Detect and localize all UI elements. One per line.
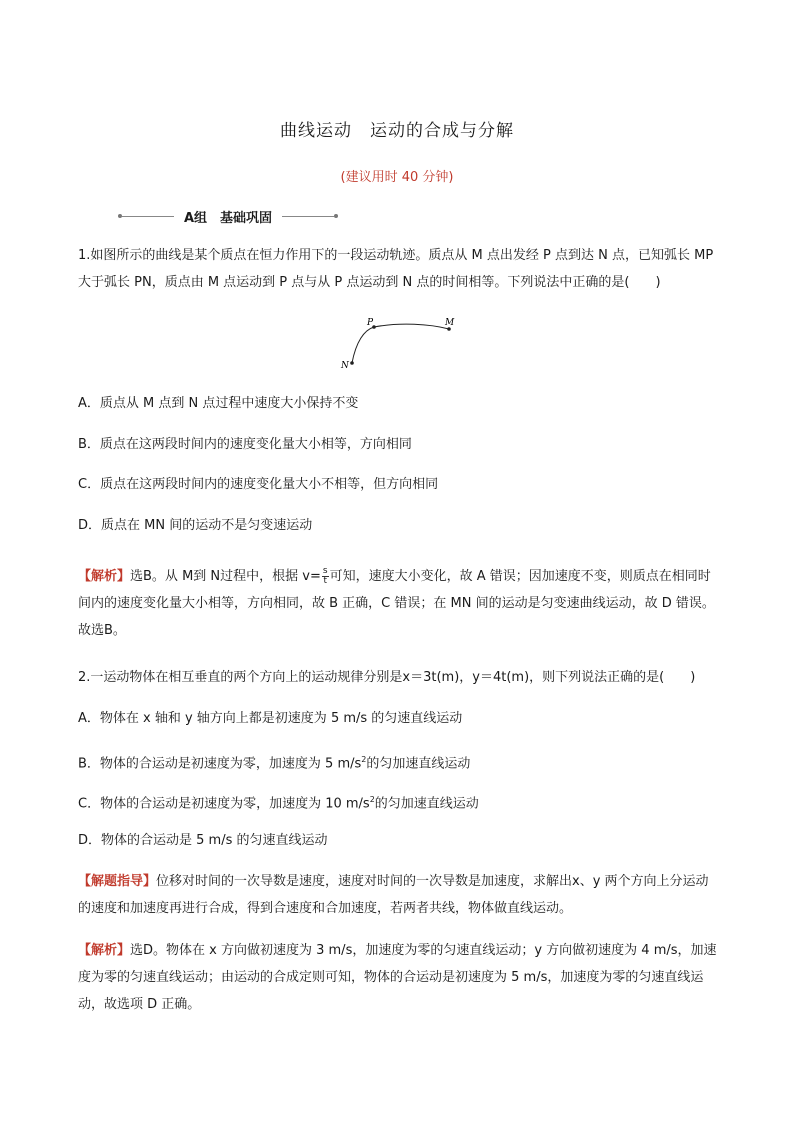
q1-option-a: A．质点从 M 点到 N 点过程中速度大小保持不变	[78, 396, 359, 411]
analysis-tag: 【解析】	[78, 569, 131, 584]
page-title: 曲线运动 运动的合成与分解	[280, 121, 514, 141]
analysis-tag: 【解析】	[78, 943, 131, 958]
question-1-stem: 1.如图所示的曲线是某个质点在恒力作用下的一段运动轨迹。质点从 M 点出发经 P 点到达 N 点，已知弧长 MP 大于弧长 PN，质点由 M 点运动到 P 点与从 P 点运动到 N 点的时间相等。下列说法中正确的是( )	[78, 248, 714, 290]
suggested-time: (建议用时 40 分钟)	[340, 170, 454, 185]
q2-option-b	[78, 746, 718, 777]
trajectory-curve	[352, 324, 449, 363]
q2-guide	[78, 868, 718, 922]
trajectory-figure	[330, 312, 470, 376]
q2-option-c	[78, 786, 718, 817]
q2-option-a: A．物体在 x 轴和 y 轴方向上都是初速度为 5 m/s 的匀速直线运动	[78, 711, 463, 726]
guide-tag: 【解题指导】	[78, 874, 157, 889]
section-rule-left	[122, 216, 174, 217]
point-n	[350, 361, 354, 365]
section-dot-right	[334, 214, 338, 218]
q1-option-d: D．质点在 MN 间的运动不是匀变速运动	[78, 518, 313, 533]
q2-option-b-text-end: 的匀加速直线运动	[366, 756, 471, 772]
question-2-stem: 2.一运动物体在相互垂直的两个方向上的运动规律分别是x＝3t(m)，y＝4t(m)，则下列说法正确的是( )	[78, 670, 696, 685]
fraction-denominator: t	[323, 576, 327, 586]
q1-option-b: B．质点在这两段时间内的速度变化量大小相等，方向相同	[78, 437, 412, 452]
analysis-text-pre: 选B。从 M到 N过程中，根据 v=	[130, 569, 321, 584]
q2-option-c-text-end: 的匀加速直线运动	[374, 796, 479, 812]
section-label: A组 基础巩固	[183, 210, 273, 226]
q2-option-b-text: B．物体的合运动是初速度为零，加速度为 5 m/s	[78, 756, 362, 772]
analysis-text: 选D。物体在 x 方向做初速度为 3 m/s，加速度为零的匀速直线运动；y 方向做初速度为 4 m/s，加速度为零的匀速直线运动；由运动的合成定则可知，物体的合运动是初速度为 5 m/s，加速度为零的匀速直线运动，故选项 D 正确。	[78, 943, 717, 1012]
q1-analysis	[78, 563, 718, 644]
fraction-numerator: s	[322, 566, 328, 576]
label-p: P	[367, 318, 374, 328]
exponent: 2	[361, 755, 367, 764]
q2-option-c-text: C．物体的合运动是初速度为零，加速度为 10 m/s	[78, 796, 370, 812]
guide-text: 位移对时间的一次导数是速度，速度对时间的一次导数是加速度，求解出x、y 两个方向上分运动的速度和加速度再进行合成，得到合速度和合加速度，若两者共线，物体做直线运动。	[78, 874, 709, 916]
analysis-text-post: 可知，速度大小变化，故 A 错误；因加速度不变，则质点在相同时间内的速度变化量大小相等，方向相同，故 B 正确，C 错误；在 MN 间的运动是匀变速曲线运动，故 D 错误。故选B。	[78, 569, 715, 638]
q2-analysis	[78, 937, 718, 1018]
label-m: M	[445, 318, 455, 328]
q2-option-d: D．物体的合运动是 5 m/s 的匀速直线运动	[78, 833, 328, 848]
q1-option-c: C．质点在这两段时间内的速度变化量大小不相等，但方向相同	[78, 477, 439, 492]
section-header	[118, 206, 338, 226]
exponent: 2	[369, 795, 375, 804]
fraction-s-over-t	[322, 567, 329, 586]
section-rule-right	[282, 216, 334, 217]
label-n: N	[341, 361, 349, 371]
